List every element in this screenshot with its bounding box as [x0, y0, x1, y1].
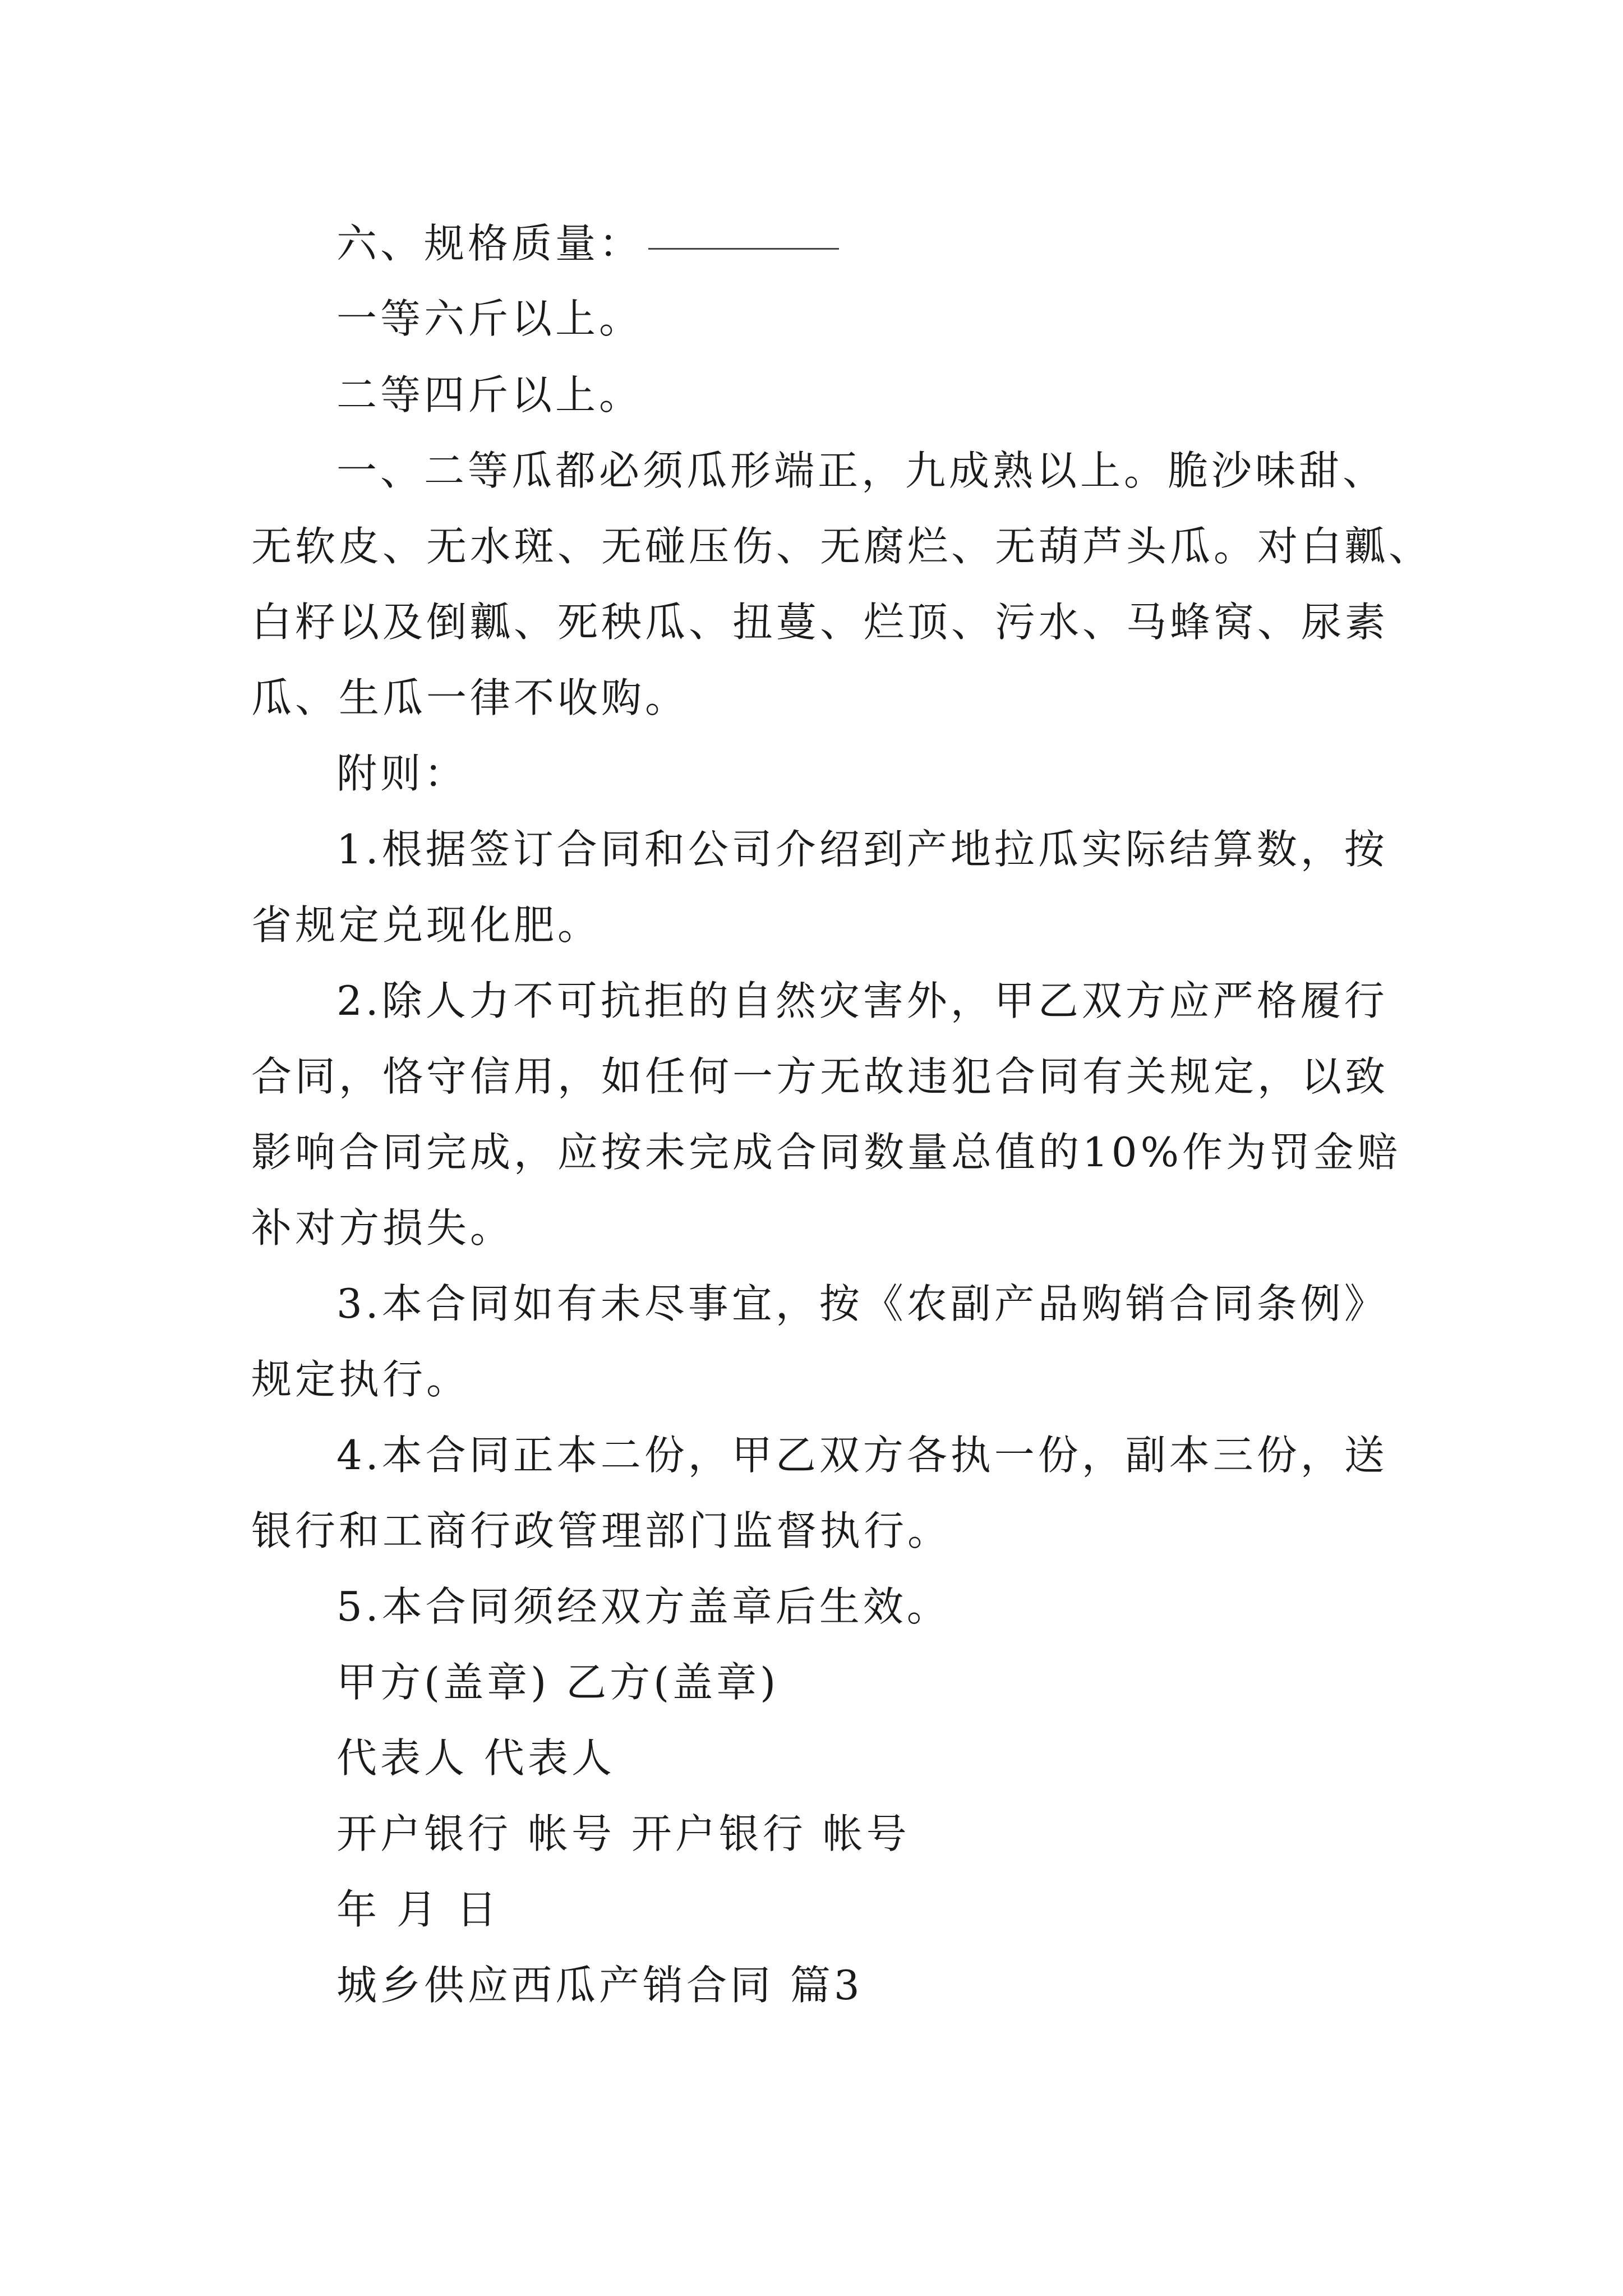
text-line: 合同，恪守信用，如任何一方无故违犯合同有关规定，以致 — [251, 1053, 1389, 1100]
text-line: 规定执行。 — [251, 1356, 471, 1403]
date-line: 年 月 日 — [336, 1886, 500, 1933]
text-line: 一等六斤以上。 — [336, 295, 643, 342]
text-line: 3.本合同如有未尽事宜，按《农副产品购销合同条例》 — [336, 1280, 1388, 1327]
text-line: 4.本合同正本二份，甲乙双方各执一份，副本三份，送 — [336, 1432, 1388, 1479]
text-line: 无软皮、无水斑、无碰压伤、无腐烂、无葫芦头瓜。对白瓤、 — [251, 523, 1433, 570]
text-line: 银行和工商行政管理部门监督执行。 — [251, 1507, 952, 1554]
text-line: 补对方损失。 — [251, 1204, 514, 1251]
signature-party-line: 甲方(盖章) 乙方(盖章) — [336, 1659, 780, 1706]
text-line: 影响合同完成，应按未完成合同数量总值的10%作为罚金赔 — [251, 1129, 1401, 1176]
text-line: 1.根据签订合同和公司介绍到产地拉瓜实际结算数，按 — [336, 826, 1388, 873]
section-heading-text: 六、规格质量： — [336, 220, 643, 267]
blank-underline — [648, 245, 839, 250]
text-line: 附则： — [336, 750, 468, 797]
text-line: 白籽以及倒瓤、死秧瓜、扭蔓、烂顶、污水、马蜂窝、尿素 — [251, 599, 1389, 646]
representative-line: 代表人 代表人 — [336, 1734, 615, 1782]
text-line: 5.本合同须经双方盖章后生效。 — [336, 1583, 951, 1630]
text-line: 瓜、生瓜一律不收购。 — [251, 674, 689, 721]
next-section-title: 城乡供应西瓜产销合同 篇3 — [336, 1962, 863, 2009]
text-line: 省规定兑现化肥。 — [251, 901, 602, 949]
text-line: 2.除人力不可抗拒的自然灾害外，甲乙双方应严格履行 — [336, 977, 1388, 1024]
text-line: 二等四斤以上。 — [336, 371, 643, 418]
bank-account-line: 开户银行 帐号 开户银行 帐号 — [336, 1810, 910, 1857]
section-heading — [336, 220, 839, 267]
text-line: 一、二等瓜都必须瓜形端正，九成熟以上。脆沙味甜、 — [336, 447, 1387, 494]
